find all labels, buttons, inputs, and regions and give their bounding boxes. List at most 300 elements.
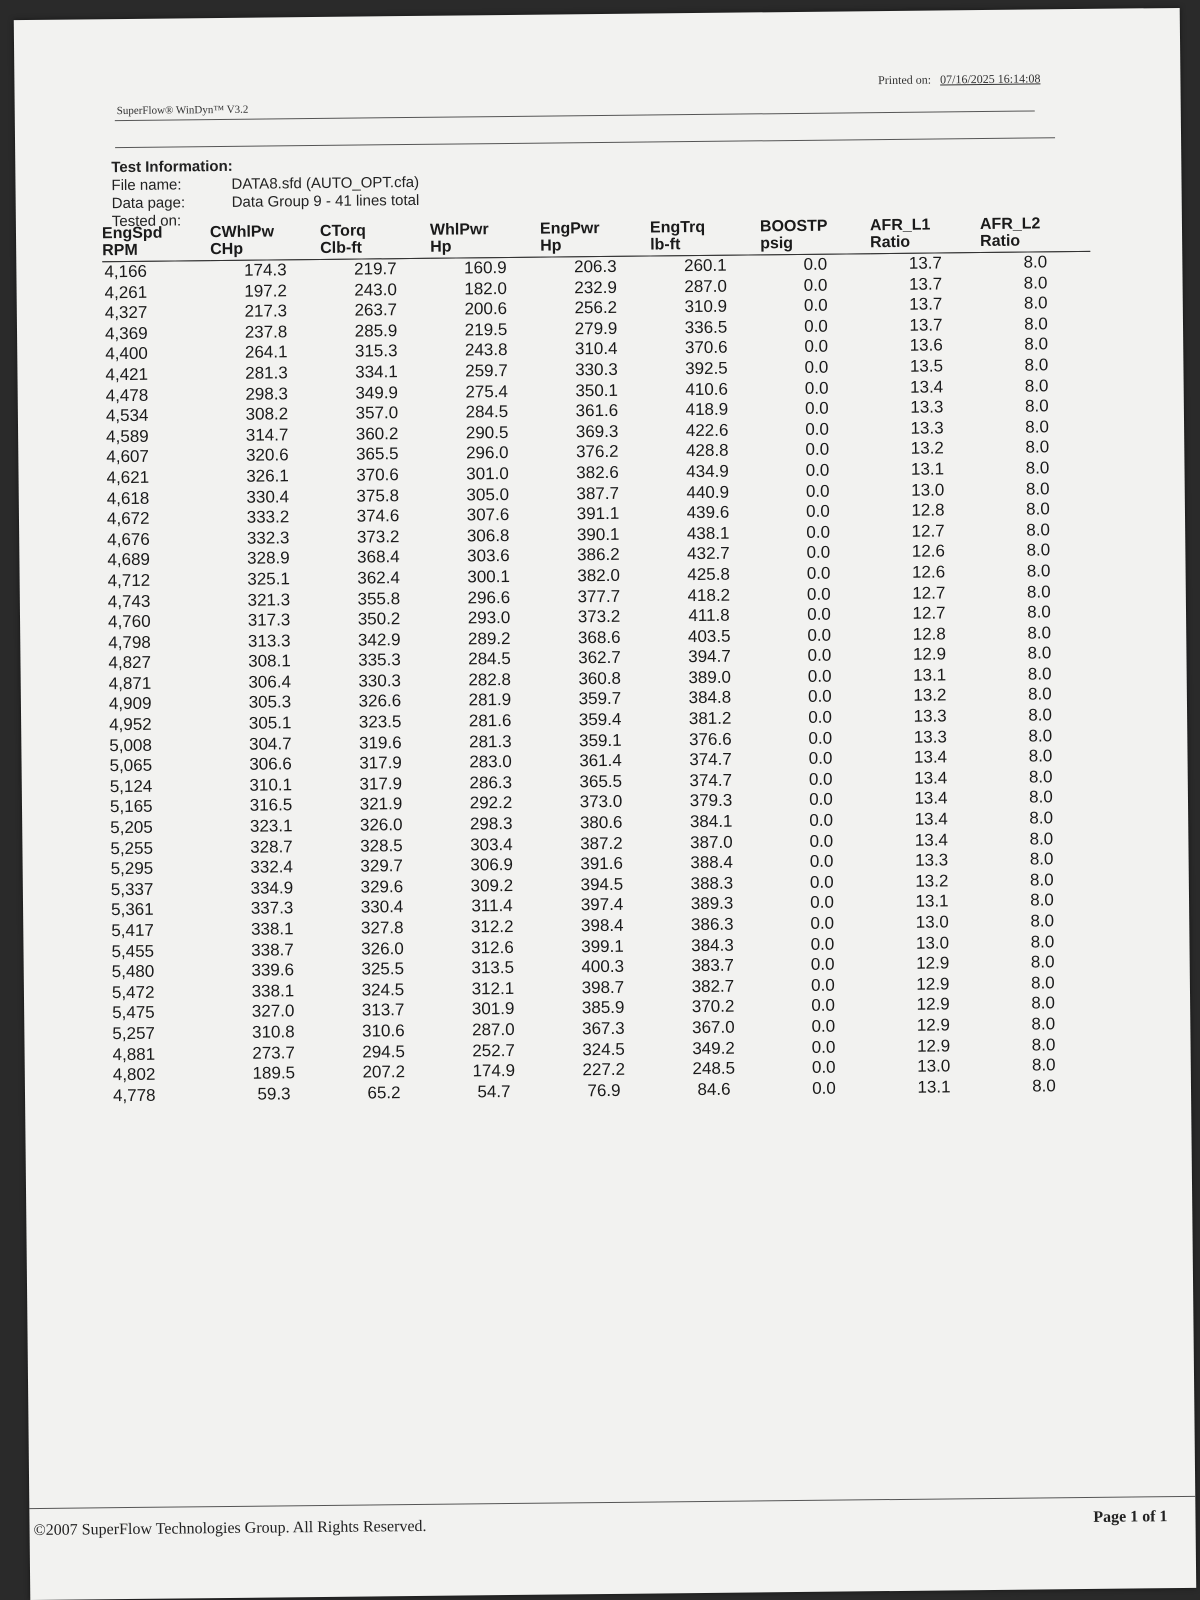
column-unit: lb-ft: [650, 236, 681, 254]
copyright-notice: ©2007 SuperFlow Technologies Group. All Rights Reserved.: [33, 1517, 427, 1540]
table-cell: 8.0: [1030, 952, 1055, 972]
table-cell: 368.6: [577, 627, 621, 647]
table-cell: 321.3: [247, 589, 291, 610]
table-cell: 374.7: [689, 749, 732, 770]
table-cell: 8.0: [1029, 849, 1054, 869]
table-cell: 281.6: [468, 711, 512, 731]
table-cell: 387.2: [580, 833, 623, 853]
table-cell: 330.3: [575, 359, 618, 380]
table-cell: 391.6: [580, 854, 623, 874]
table-cell: 374.6: [356, 506, 400, 526]
table-cell: 313.3: [247, 630, 291, 651]
column-name: AFR_L1: [869, 216, 931, 235]
page-number: Page 1 of 1: [1093, 1508, 1168, 1526]
table-cell: 361.4: [579, 751, 622, 771]
table-cell: 4,802: [112, 1064, 156, 1085]
table-cell: 0.0: [810, 913, 835, 933]
table-cell: 418.2: [687, 585, 731, 605]
table-cell: 4,261: [104, 282, 148, 302]
table-body: [102, 251, 1099, 1106]
table-cell: 8.0: [1032, 1076, 1056, 1096]
table-cell: 0.0: [803, 275, 828, 295]
table-cell: 0.0: [803, 254, 828, 274]
table-cell: 5,455: [111, 941, 155, 961]
table-cell: 384.3: [691, 935, 734, 955]
table-cell: 13.4: [910, 376, 944, 397]
table-cell: 388.3: [690, 873, 734, 893]
table-cell: 8.0: [1024, 396, 1049, 416]
table-cell: 359.7: [578, 689, 622, 709]
table-cell: 310.4: [574, 339, 618, 359]
column-header: [650, 218, 760, 256]
table-cell: 300.1: [467, 566, 510, 587]
table-cell: 0.0: [804, 357, 829, 377]
table-cell: 350.2: [357, 609, 401, 629]
table-cell: 381.2: [688, 708, 732, 729]
table-cell: 12.9: [916, 1015, 950, 1035]
table-cell: 382.7: [691, 976, 735, 996]
table-cell: 310.9: [684, 296, 728, 317]
table-cell: 0.0: [805, 481, 830, 501]
table-cell: 13.5: [909, 356, 944, 376]
table-cell: 317.9: [359, 773, 403, 794]
table-cell: 382.0: [577, 565, 620, 586]
table-cell: 252.7: [472, 1040, 515, 1060]
table-cell: 8.0: [1031, 1055, 1056, 1075]
table-cell: 309.2: [470, 875, 514, 896]
table-cell: 8.0: [1025, 437, 1050, 457]
table-cell: 377.7: [577, 586, 621, 606]
table-cell: 380.6: [579, 812, 623, 833]
table-cell: 434.9: [686, 461, 729, 482]
table-cell: 324.5: [361, 979, 405, 1000]
table-cell: 332.3: [246, 528, 290, 548]
table-cell: 248.5: [692, 1058, 736, 1079]
table-cell: 0.0: [809, 790, 833, 810]
table-cell: 13.7: [909, 315, 943, 335]
table-cell: 0.0: [806, 542, 831, 563]
dyno-data-table: [102, 215, 1099, 1107]
table-cell: 411.8: [688, 605, 730, 626]
table-cell: 8.0: [1025, 458, 1050, 478]
column-name: EngPwr: [539, 220, 600, 238]
table-cell: 65.2: [367, 1082, 401, 1103]
table-cell: 438.1: [686, 523, 730, 543]
table-cell: 328.7: [250, 836, 293, 857]
table-cell: 4,676: [107, 529, 150, 549]
table-cell: 217.3: [244, 301, 288, 321]
table-cell: 4,689: [107, 550, 151, 570]
table-cell: 0.0: [805, 460, 830, 480]
table-cell: 5,337: [110, 879, 154, 899]
table-cell: 12.7: [912, 582, 946, 603]
table-cell: 0.0: [805, 439, 830, 460]
column-unit: CHp: [210, 240, 244, 259]
test-info-title: Test Information:: [111, 157, 233, 177]
file-name-value: DATA8.sfd (AUTO_OPT.cfa): [231, 173, 420, 193]
table-cell: 4,618: [106, 488, 150, 508]
table-cell: 13.1: [915, 891, 949, 912]
table-cell: 4,621: [106, 467, 150, 488]
table-cell: 338.7: [251, 939, 294, 960]
table-cell: 360.2: [355, 423, 399, 444]
table-cell: 13.1: [910, 459, 945, 479]
table-cell: 0.0: [809, 851, 834, 872]
table-cell: 315.3: [354, 341, 398, 361]
table-cell: 8.0: [1023, 293, 1048, 313]
table-cell: 0.0: [808, 769, 833, 789]
printed-on-label: Printed on:: [878, 72, 932, 88]
table-cell: 4,952: [109, 714, 152, 735]
table-cell: 284.5: [465, 402, 509, 422]
table-cell: 256.2: [574, 298, 618, 318]
table-cell: 189.5: [252, 1063, 296, 1083]
table-cell: 294.5: [362, 1041, 405, 1062]
table-cell: 8.0: [1030, 973, 1055, 993]
table-cell: 4,327: [104, 302, 148, 323]
printed-on-value: 07/16/2025 16:14:08: [940, 71, 1041, 87]
table-cell: 8.0: [1026, 581, 1051, 602]
table-cell: 174.9: [472, 1061, 516, 1081]
table-cell: 264.1: [244, 342, 288, 363]
table-cell: 8.0: [1026, 540, 1051, 560]
table-cell: 5,361: [110, 900, 154, 920]
table-cell: 439.6: [686, 502, 730, 523]
table-cell: 321.9: [359, 794, 403, 815]
table-cell: 326.0: [359, 815, 403, 835]
table-cell: 316.5: [249, 795, 293, 816]
table-cell: 8.0: [1027, 643, 1052, 663]
table-cell: 4,743: [107, 591, 151, 611]
table-cell: 306.6: [249, 754, 292, 774]
table-cell: 425.8: [687, 564, 730, 585]
table-cell: 310.6: [361, 1021, 405, 1041]
footer-rule: [29, 1496, 1195, 1509]
table-cell: 0.0: [806, 563, 831, 583]
table-cell: 319.6: [358, 732, 402, 753]
table-cell: 8.0: [1024, 314, 1048, 334]
table-cell: 232.9: [574, 277, 617, 297]
column-header: [870, 216, 980, 254]
table-cell: 376.2: [575, 442, 619, 462]
table-cell: 263.7: [354, 300, 398, 320]
table-cell: 0.0: [810, 934, 835, 954]
table-cell: 8.0: [1030, 911, 1055, 931]
table-cell: 5,475: [112, 1003, 155, 1023]
table-cell: 283.0: [469, 752, 512, 772]
table-cell: 8.0: [1028, 725, 1053, 746]
table-cell: 4,712: [107, 570, 151, 591]
table-cell: 5,165: [109, 797, 153, 817]
table-cell: 375.8: [356, 485, 400, 506]
table-cell: 342.9: [357, 629, 401, 650]
table-cell: 0.0: [804, 398, 829, 419]
table-cell: 305.3: [248, 692, 292, 713]
table-cell: 326.0: [361, 938, 404, 959]
table-cell: 298.3: [245, 383, 289, 404]
table-cell: 8.0: [1030, 890, 1054, 910]
table-cell: 0.0: [811, 995, 836, 1016]
table-cell: 13.0: [915, 912, 949, 932]
table-cell: 281.3: [245, 363, 288, 383]
table-cell: 8.0: [1031, 993, 1056, 1013]
table-cell: 389.3: [690, 894, 734, 914]
table-cell: 323.1: [249, 816, 293, 836]
table-cell: 12.7: [912, 603, 946, 623]
table-cell: 330.3: [358, 671, 402, 691]
table-cell: 13.4: [914, 788, 948, 809]
table-cell: 301.9: [471, 999, 515, 1019]
table-cell: 387.0: [690, 832, 733, 852]
table-cell: 4,909: [108, 694, 152, 714]
table-cell: 5,480: [111, 961, 155, 982]
table-cell: 373.0: [579, 792, 623, 812]
table-cell: 367.3: [581, 1018, 625, 1039]
table-cell: 12.9: [916, 953, 950, 973]
table-cell: 314.7: [245, 425, 289, 445]
table-cell: 8.0: [1029, 808, 1054, 828]
table-cell: 5,295: [110, 858, 154, 879]
table-cell: 12.9: [912, 644, 947, 665]
table-cell: 259.7: [465, 360, 508, 381]
table-cell: 0.0: [808, 707, 833, 727]
table-cell: 289.2: [467, 628, 511, 649]
table-cell: 362.7: [578, 648, 621, 668]
table-cell: 359.4: [578, 709, 622, 730]
table-cell: 4,827: [108, 653, 152, 673]
table-cell: 339.6: [251, 960, 295, 980]
table-cell: 293.0: [467, 608, 511, 628]
table-cell: 290.5: [465, 422, 509, 443]
table-cell: 287.0: [471, 1019, 515, 1040]
table-cell: 5,255: [110, 838, 154, 858]
table-cell: 13.6: [909, 335, 943, 356]
table-cell: 4,369: [104, 323, 148, 343]
table-cell: 12.6: [911, 541, 946, 562]
table-cell: 237.8: [244, 322, 288, 342]
table-cell: 328.5: [360, 835, 403, 856]
table-cell: 0.0: [808, 748, 833, 769]
table-cell: 304.7: [248, 733, 292, 754]
table-cell: 0.0: [810, 975, 835, 995]
table-cell: 357.0: [355, 403, 399, 423]
table-cell: 54.7: [477, 1081, 511, 1102]
table-cell: 392.5: [685, 358, 728, 379]
table-cell: 0.0: [810, 954, 835, 975]
table-cell: 0.0: [805, 419, 829, 439]
table-cell: 84.6: [697, 1079, 731, 1099]
table-cell: 13.0: [917, 1056, 951, 1076]
table-cell: 59.3: [257, 1084, 291, 1104]
table-cell: 374.7: [689, 770, 733, 790]
table-cell: 13.4: [914, 809, 948, 829]
table-cell: 286.3: [469, 772, 513, 793]
table-cell: 174.3: [244, 260, 287, 280]
table-cell: 282.8: [468, 669, 512, 690]
table-cell: 397.4: [580, 895, 624, 915]
table-cell: 337.3: [250, 898, 294, 919]
table-cell: 4,798: [108, 632, 151, 652]
table-cell: 8.0: [1027, 623, 1052, 643]
table-cell: 325.1: [247, 569, 290, 589]
table-cell: 313.5: [471, 958, 515, 978]
table-cell: 0.0: [807, 604, 831, 624]
table-cell: 4,778: [112, 1085, 156, 1105]
table-cell: 338.1: [251, 981, 295, 1001]
table-cell: 4,166: [104, 261, 148, 282]
table-cell: 13.0: [911, 479, 945, 500]
data-page-value: Data Group 9 - 41 lines total: [231, 191, 420, 211]
table-cell: 391.1: [576, 503, 620, 524]
table-cell: 386.2: [577, 545, 620, 565]
tested-on-label: Tested on:: [111, 212, 182, 231]
table-cell: 8.0: [1025, 478, 1050, 499]
table-cell: 5,205: [110, 817, 153, 838]
table-cell: 311.4: [471, 896, 513, 916]
table-cell: 303.6: [467, 546, 510, 566]
table-cell: 296.0: [465, 443, 509, 463]
table-cell: 4,421: [105, 364, 149, 385]
table-cell: 0.0: [809, 810, 834, 830]
column-name: EngSpd: [101, 224, 163, 243]
table-cell: 275.4: [465, 381, 509, 402]
table-cell: 317.3: [247, 610, 291, 630]
file-name-label: File name:: [111, 176, 182, 195]
table-cell: 0.0: [807, 687, 832, 707]
table-cell: 4,672: [106, 508, 150, 529]
table-cell: 5,472: [111, 982, 155, 1002]
table-cell: 296.6: [467, 587, 511, 607]
table-cell: 422.6: [685, 420, 729, 440]
table-cell: 285.9: [354, 320, 398, 341]
table-cell: 8.0: [1023, 252, 1048, 272]
printed-page: [14, 8, 1196, 1600]
table-cell: 399.1: [581, 936, 624, 956]
table-cell: 0.0: [811, 1037, 836, 1057]
table-cell: 4,871: [108, 673, 152, 694]
table-cell: 360.8: [578, 668, 622, 689]
table-cell: 8.0: [1026, 561, 1051, 581]
table-cell: 301.0: [466, 463, 509, 484]
table-cell: 8.0: [1027, 602, 1051, 622]
table-cell: 8.0: [1026, 520, 1051, 540]
table-cell: 8.0: [1028, 746, 1053, 766]
table-cell: 305.1: [248, 713, 292, 733]
data-page-row: [112, 192, 420, 213]
table-cell: 12.9: [916, 1035, 951, 1056]
column-header: [760, 217, 870, 255]
column-header: [540, 219, 650, 257]
table-cell: 0.0: [803, 295, 828, 316]
table-cell: 12.8: [911, 500, 945, 520]
table-cell: 260.1: [683, 255, 727, 276]
table-cell: 0.0: [807, 645, 832, 666]
table-cell: 384.8: [688, 688, 732, 708]
table-cell: 4,400: [105, 344, 148, 364]
table-cell: 0.0: [806, 501, 830, 522]
table-cell: 386.3: [690, 914, 734, 935]
table-cell: 13.3: [914, 850, 949, 870]
table-cell: 355.8: [357, 588, 401, 609]
table-cell: 390.1: [576, 524, 620, 544]
table-cell: 13.3: [913, 706, 947, 726]
table-cell: 308.1: [248, 651, 291, 672]
table-cell: 5,417: [111, 920, 154, 941]
table-cell: 365.5: [579, 771, 623, 792]
table-cell: 0.0: [807, 666, 832, 686]
column-unit: Hp: [540, 237, 562, 255]
table-cell: 329.7: [360, 856, 404, 876]
table-cell: 330.4: [360, 897, 404, 917]
table-cell: 12.7: [911, 521, 945, 541]
table-cell: 398.4: [580, 915, 624, 936]
table-cell: 370.6: [684, 338, 728, 358]
table-cell: 0.0: [806, 522, 831, 542]
table-cell: 160.9: [463, 258, 507, 278]
table-cell: 307.6: [466, 505, 510, 525]
table-cell: 320.6: [245, 445, 289, 466]
table-cell: 0.0: [812, 1078, 836, 1098]
table-cell: 330.4: [246, 486, 290, 507]
table-cell: 5,065: [109, 755, 153, 776]
table-cell: 0.0: [804, 378, 829, 398]
table-cell: 306.4: [248, 672, 292, 692]
table-cell: 361.6: [575, 400, 619, 421]
table-cell: 410.6: [685, 379, 729, 399]
table-cell: 0.0: [807, 625, 832, 645]
table-cell: 13.3: [910, 418, 944, 438]
table-cell: 13.2: [910, 438, 944, 459]
table-cell: 4,478: [105, 385, 149, 405]
table-cell: 313.7: [361, 1000, 405, 1020]
table-cell: 12.6: [911, 562, 946, 582]
table-cell: 324.5: [582, 1039, 625, 1059]
table-cell: 287.0: [684, 276, 727, 296]
table-cell: 13.3: [913, 727, 947, 747]
table-cell: 243.0: [354, 279, 397, 300]
table-cell: 13.7: [909, 294, 943, 314]
table-cell: 13.2: [913, 685, 947, 706]
table-cell: 440.9: [686, 482, 730, 502]
table-cell: 418.9: [685, 399, 729, 420]
table-cell: 349.2: [692, 1038, 735, 1058]
table-cell: 312.6: [471, 937, 514, 958]
table-cell: 303.4: [470, 834, 513, 855]
table-cell: 370.2: [691, 997, 735, 1017]
column-header: [102, 224, 210, 262]
table-cell: 8.0: [1031, 1034, 1056, 1055]
column-name: BOOSTP: [759, 217, 828, 236]
table-cell: 8.0: [1029, 870, 1054, 890]
column-name: EngTrq: [649, 218, 706, 237]
table-cell: 8.0: [1029, 828, 1054, 849]
table-cell: 0.0: [808, 728, 833, 748]
table-cell: 13.4: [914, 768, 948, 788]
table-cell: 323.5: [358, 712, 402, 732]
table-cell: 308.2: [245, 404, 289, 424]
table-cell: 305.0: [466, 484, 510, 504]
table-cell: 400.3: [581, 956, 625, 977]
table-cell: 8.0: [1024, 334, 1049, 354]
table-cell: 8.0: [1024, 375, 1049, 396]
table-cell: 8.0: [1029, 787, 1053, 807]
table-cell: 206.3: [573, 256, 617, 277]
table-cell: 325.5: [361, 959, 405, 979]
table-cell: 317.9: [359, 753, 402, 773]
table-cell: 8.0: [1026, 499, 1050, 519]
table-cell: 0.0: [811, 1016, 836, 1036]
table-cell: 13.4: [913, 747, 948, 768]
